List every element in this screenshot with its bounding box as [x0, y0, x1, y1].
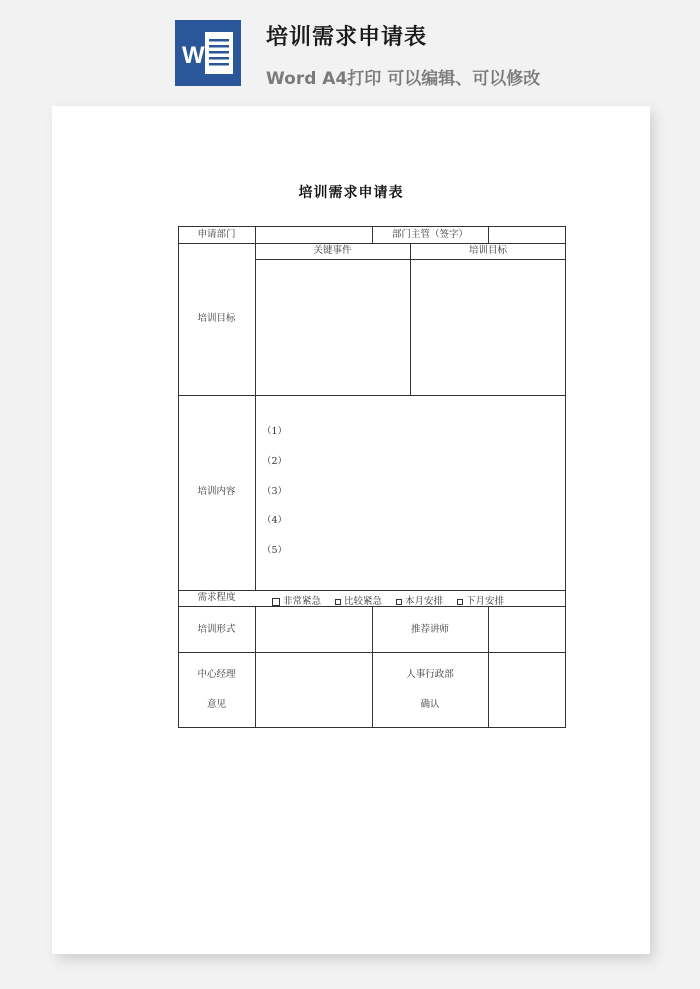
supervisor-signature-label: 部门主管（签字） — [391, 229, 468, 240]
urgency-option-next-month[interactable]: 下月安排 — [457, 597, 504, 607]
document-title: 培训需求申请表 — [298, 185, 404, 201]
urgency-options — [272, 597, 518, 607]
checkbox-icon[interactable] — [396, 599, 402, 605]
word-icon — [175, 20, 241, 86]
training-goals-label: 培训目标 — [197, 313, 236, 324]
training-content-label: 培训内容 — [197, 486, 236, 497]
checkbox-icon[interactable] — [335, 599, 341, 605]
department-label: 申请部门 — [197, 229, 236, 240]
hr-admin-label-line2: 确认 — [420, 699, 440, 710]
content-item-3: （3） — [262, 486, 288, 497]
urgency-option-this-month[interactable]: 本月安排 — [396, 597, 443, 607]
center-manager-label-line1: 中心经理 — [197, 669, 236, 680]
training-goals-header: 培训目标 — [468, 245, 507, 256]
hr-admin-label-line1: 人事行政部 — [406, 669, 454, 680]
banner-title: 培训需求申请表 — [266, 25, 428, 50]
center-manager-label-line2: 意见 — [206, 699, 226, 710]
checkbox-icon[interactable] — [272, 598, 280, 606]
banner — [0, 0, 700, 104]
training-request-form — [178, 226, 566, 728]
urgency-label: 需求程度 — [197, 592, 236, 603]
checkbox-icon[interactable] — [457, 599, 463, 605]
document-page — [52, 106, 650, 954]
training-format-label: 培训形式 — [197, 624, 236, 635]
form-grid-lines — [178, 226, 566, 728]
recommended-trainer-label: 推荐讲师 — [410, 624, 449, 635]
content-item-2: （2） — [262, 456, 288, 467]
urgency-option-very-urgent[interactable]: 非常紧急 — [272, 597, 321, 607]
word-icon-letter: W — [182, 42, 205, 69]
content-item-1: （1） — [262, 426, 288, 437]
key-events-header: 关键事件 — [313, 245, 352, 256]
banner-subtitle: Word A4打印 可以编辑、可以修改 — [266, 69, 541, 89]
urgency-option-fairly-urgent[interactable]: 比较紧急 — [335, 597, 382, 607]
content-item-5: （5） — [262, 545, 288, 556]
content-item-4: （4） — [262, 515, 288, 526]
